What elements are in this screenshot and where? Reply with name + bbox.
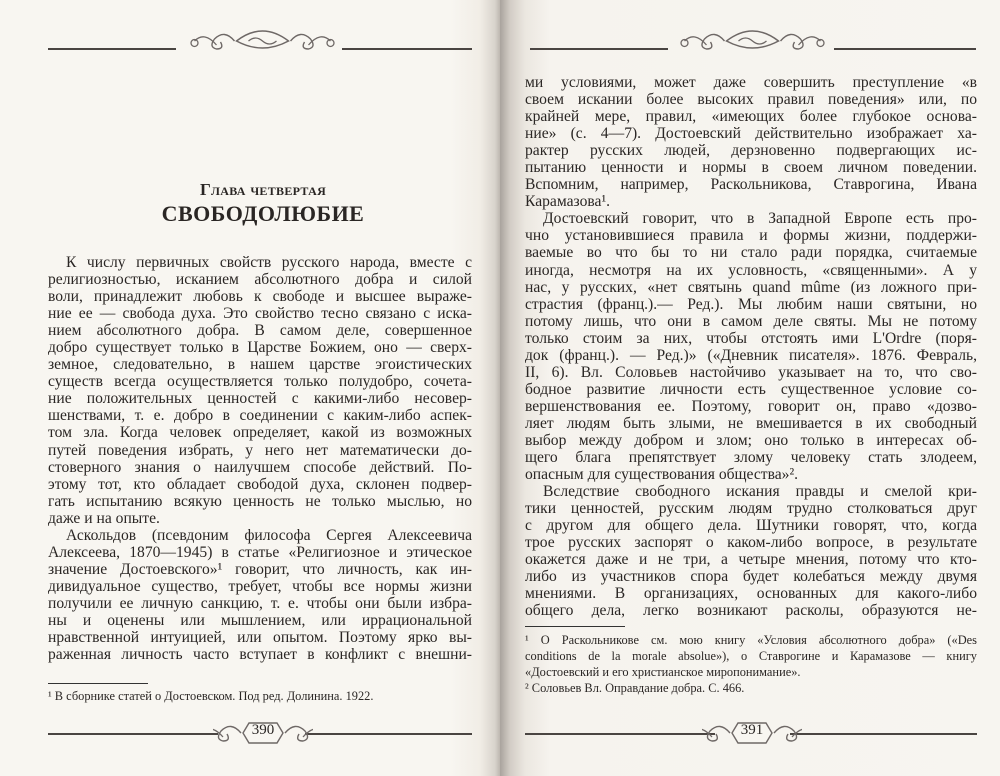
- text-line: Вследствие свободного искания правды и смелой кри-: [543, 483, 977, 501]
- text-line: только стоим за них, чтобы отстоять ими L'Ordre (поря-: [525, 329, 977, 347]
- text-line: нравственной интуицией, или опытом. Поэтому ярко вы-: [48, 629, 472, 647]
- text-line: раженная личность часто вступает в конфликт с внешни-: [48, 646, 472, 664]
- text-line: либо из участников спора будет колебаться между двумя: [525, 568, 977, 586]
- text-line: земное, следовательно, в нашем царстве эгоистических: [48, 356, 472, 374]
- text-line: религиозностью, исканием абсолютного добра и силой: [48, 271, 472, 289]
- text-line: путей поведения избрать, у него нет математически до-: [48, 441, 472, 459]
- text-line: щего блага препятствует злому человеку стать злодеем,: [525, 449, 977, 467]
- footnote-line: ¹ О Раскольникове см. мою книгу «Условия абсолютного добра» («Des: [525, 633, 977, 647]
- footer-rule: [305, 733, 472, 735]
- text-line: страстия (франц.).— Ред.). Мы любим наши святыни, но: [525, 295, 977, 313]
- page-number: 391: [740, 722, 764, 738]
- text-line: нас, у русских, «нет святынь quand mûme (из ложного при-: [525, 278, 977, 296]
- text-line: ние положительных ценностей с какими-либо несовер-: [48, 390, 472, 408]
- text-line: общего дела, легко возникают расколы, образуются не-: [525, 602, 977, 620]
- footer-rule: [525, 733, 715, 735]
- text-line: иногда, несмотря на их условность, «священными». А у: [525, 261, 977, 279]
- text-line: значение Достоевского»¹ говорит, что личность, как ин-: [48, 560, 472, 578]
- text-line: воли, принадлежит любовь к свободе и высшее выраже-: [48, 288, 472, 306]
- header-rule: [342, 48, 472, 50]
- text-line: II, 6). Вл. Соловьев настойчиво указывает на то, что сво-: [525, 363, 977, 381]
- text-line: Вспомним, например, Раскольникова, Ставрогина, Ивана: [525, 176, 977, 194]
- text-line: крайней мере, правил, «имеющих более глубокое основа-: [525, 108, 977, 126]
- footer-rule: [790, 733, 977, 735]
- text-line: ны и оценены или мышлением, или иррациональной: [48, 611, 472, 629]
- text-line: трое русских заспорят о каком-либо вопросе, в результате: [525, 534, 977, 552]
- text-line: бодное развитие личности есть существенное условие со-: [525, 380, 977, 398]
- text-line: Карамазова¹.: [525, 193, 611, 211]
- text-line: существ всегда осуществляется только полудобро, сочета-: [48, 373, 472, 391]
- body-text: [525, 74, 977, 620]
- text-line: добро существует только в Царстве Божием, оно — сверх-: [48, 339, 472, 357]
- text-line: рактер русских людей, дерзновенно подвергающих ис-: [525, 142, 977, 160]
- text-line: мнениями. В организациях, основанных для какого-либо: [525, 585, 977, 603]
- footnote-line: ² Соловьев Вл. Оправдание добра. С. 466.: [525, 681, 745, 695]
- footer-rule: [48, 733, 218, 735]
- text-line: К числу первичных свойств русского народа, вместе с: [66, 254, 472, 271]
- footnote-line: conditions de la morale absolue»), о Ставрогине и Карамазове — книгу: [525, 649, 977, 663]
- chapter-label: Глава четвертая: [199, 180, 327, 199]
- text-line: тики ценностей, русским людям трудно столковаться друг: [525, 500, 977, 518]
- text-line: потому лишь, что они в самом деле святы. Мы не потому: [525, 312, 977, 330]
- text-line: ние ее — свобода духа. Это свойство тесно связано с иска-: [48, 305, 472, 323]
- text-line: док (франц.). — Ред.)» («Дневник писателя». 1876. Февраль,: [525, 346, 977, 364]
- text-line: дивидуальное существо, требует, чтобы все нормы жизни: [48, 577, 472, 595]
- text-line: чно установившиеся правила и формы жизни, поддержи-: [525, 227, 977, 245]
- text-line: выбор между добром и злом; оно только в интересах об-: [525, 431, 977, 449]
- footnote-rule: [525, 626, 625, 627]
- footnote-line: «Достоевский и его христианское миропонимание».: [525, 665, 801, 679]
- text-line: том зла. Когда человек определяет, какой из возможных: [48, 424, 472, 442]
- header-rule: [834, 48, 976, 50]
- text-line: гать испытанию всякую ценность не только мыслью, но: [48, 492, 472, 510]
- text-line: нием абсолютного добра. В самом деле, совершенное: [48, 322, 472, 340]
- text-line: вершенствования ее. Поэтому, говорит он, право «дозво-: [525, 397, 977, 415]
- text-line: Достоевский говорит, что в Западной Европе есть про-: [543, 210, 977, 228]
- footnote-rule: [48, 683, 148, 684]
- text-line: этому тот, кто обладает свободой духа, склонен подвер-: [48, 475, 472, 493]
- text-line: шенствами, т. е. добро в соединении с каким-либо аспек-: [48, 407, 472, 425]
- text-line: своем искании более высоких правил поведения» или, по: [525, 91, 977, 109]
- text-line: ляет людям быть злыми, не вмешивается в их свободный: [525, 414, 977, 432]
- footnotes: [525, 632, 977, 696]
- text-line: стоверного знания о наилучшем способе действий. По-: [48, 458, 472, 476]
- text-line: даже и на опыте.: [48, 509, 160, 527]
- text-line: получили ее личную санкцию, т. е. чтобы они были избра-: [48, 594, 472, 612]
- footnote-line: ¹ В сборнике статей о Достоевском. Под ред. Долинина. 1922.: [48, 689, 374, 703]
- text-line: с другом для общего дела. Шутники говорят, что, когда: [525, 517, 977, 535]
- text-line: пытанию ценности и нормы в своем личном поведении.: [525, 159, 977, 177]
- chapter-title: СВОБОДОЛЮБИЕ: [161, 201, 365, 226]
- text-line: Алексеева, 1870—1945) в статье «Религиозное и этическое: [48, 543, 472, 561]
- header-rule: [48, 48, 176, 50]
- footnotes: [48, 688, 472, 704]
- header-rule: [530, 48, 668, 50]
- page-number: 390: [251, 722, 275, 738]
- body-text: [48, 254, 472, 663]
- text-line: ми условиями, может даже совершить преступление «в: [525, 74, 977, 91]
- text-line: ние» (с. 4—7). Достоевский действительно изображает ха-: [525, 125, 977, 143]
- text-line: опасным для существования общества»².: [525, 466, 799, 484]
- text-line: Аскольдов (псевдоним философа Сергея Алексеевича: [66, 526, 472, 544]
- text-line: ваемые во что бы то ни стало ради порядка, считаемые: [525, 244, 977, 262]
- header-ornament-icon: [190, 24, 335, 58]
- right-page: [500, 0, 1000, 776]
- header-ornament-icon: [680, 24, 825, 58]
- text-line: окажется даже и не три, а четыре мнения, потому что кто-: [525, 551, 977, 569]
